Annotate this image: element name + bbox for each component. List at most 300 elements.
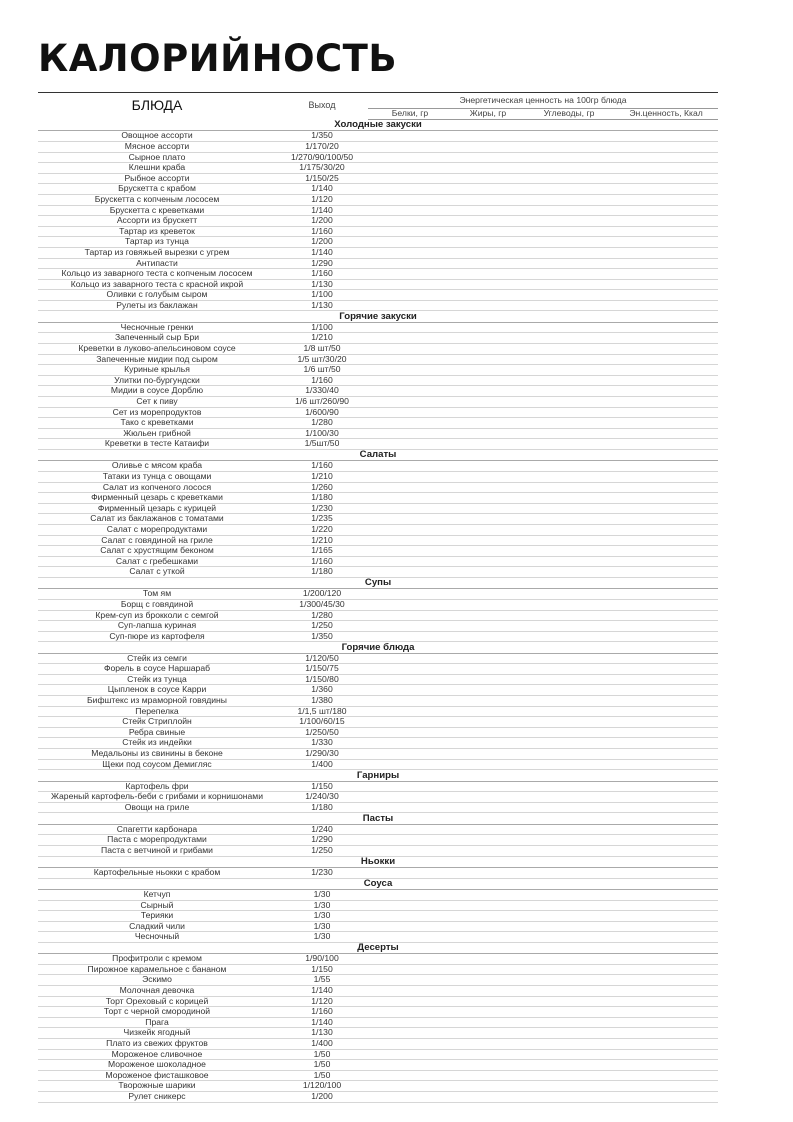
protein-value (368, 482, 452, 493)
kcal-value (614, 322, 718, 333)
fat-value (452, 322, 524, 333)
carbs-value (524, 781, 614, 792)
table-row (38, 674, 718, 685)
kcal-value (614, 269, 718, 280)
table-row (38, 184, 718, 195)
table-row (38, 428, 718, 439)
fat-value (452, 889, 524, 900)
carbs-value (524, 717, 614, 728)
dish-name: Сладкий чили (38, 921, 276, 932)
dish-output: 1/100 (276, 290, 368, 301)
dish-name: Медальоны из свинины в беконе (38, 749, 276, 760)
protein-value (368, 1060, 452, 1071)
dish-output: 1/30 (276, 900, 368, 911)
carbs-value (524, 535, 614, 546)
kcal-value (614, 1017, 718, 1028)
fat-value (452, 556, 524, 567)
fat-value (452, 1060, 524, 1071)
protein-value (368, 247, 452, 258)
table-row (38, 1017, 718, 1028)
kcal-value (614, 418, 718, 429)
carbs-value (524, 258, 614, 269)
protein-value (368, 1039, 452, 1050)
protein-value (368, 418, 452, 429)
kcal-value (614, 365, 718, 376)
kcal-value (614, 237, 718, 248)
carbs-value (524, 954, 614, 965)
kcal-value (614, 1092, 718, 1103)
dish-name: Тартар из креветок (38, 226, 276, 237)
dish-output: 1/120/100 (276, 1081, 368, 1092)
dish-name: Чизкейк ягодный (38, 1028, 276, 1039)
protein-value (368, 397, 452, 408)
table-row (38, 1028, 718, 1039)
dish-name: Чесночный (38, 932, 276, 943)
dish-name: Брускетта с крабом (38, 184, 276, 195)
dish-output: 1/360 (276, 685, 368, 696)
fat-value (452, 163, 524, 174)
fat-value (452, 653, 524, 664)
dish-output: 1/30 (276, 911, 368, 922)
fat-value (452, 205, 524, 216)
section-row (38, 577, 718, 588)
fat-value (452, 759, 524, 770)
kcal-value (614, 471, 718, 482)
kcal-value (614, 1028, 718, 1039)
carbs-value (524, 184, 614, 195)
protein-value (368, 141, 452, 152)
dish-output: 1/210 (276, 535, 368, 546)
fat-value (452, 706, 524, 717)
dish-output: 1/120 (276, 194, 368, 205)
fat-value (452, 173, 524, 184)
table-row (38, 290, 718, 301)
carbs-value (524, 194, 614, 205)
fat-value (452, 738, 524, 749)
protein-value (368, 674, 452, 685)
dish-name: Стейк из семги (38, 653, 276, 664)
protein-value (368, 439, 452, 450)
protein-value (368, 631, 452, 642)
fat-value (452, 824, 524, 835)
fat-value (452, 589, 524, 600)
dish-output: 1/400 (276, 1039, 368, 1050)
dish-name: Салат с гребешками (38, 556, 276, 567)
fat-value (452, 269, 524, 280)
fat-value (452, 664, 524, 675)
dish-name: Терияки (38, 911, 276, 922)
carbs-value (524, 269, 614, 280)
kcal-value (614, 1007, 718, 1018)
table-row (38, 397, 718, 408)
kcal-value (614, 354, 718, 365)
dish-name: Кольцо из заварного теста с красной икрой (38, 279, 276, 290)
carbs-value (524, 738, 614, 749)
protein-value (368, 921, 452, 932)
table-row (38, 706, 718, 717)
dish-output: 1/250 (276, 621, 368, 632)
dish-name: Запеченный сыр Бри (38, 333, 276, 344)
carbs-value (524, 749, 614, 760)
dish-output: 1/330 (276, 738, 368, 749)
fat-value (452, 333, 524, 344)
table-row (38, 1049, 718, 1060)
kcal-value (614, 173, 718, 184)
column-header-output: Выход (276, 93, 368, 120)
kcal-value (614, 279, 718, 290)
kcal-value (614, 205, 718, 216)
protein-value (368, 322, 452, 333)
carbs-value (524, 375, 614, 386)
protein-value (368, 964, 452, 975)
fat-value (452, 610, 524, 621)
fat-value (452, 900, 524, 911)
kcal-value (614, 184, 718, 195)
carbs-value (524, 428, 614, 439)
carbs-value (524, 621, 614, 632)
fat-value (452, 1039, 524, 1050)
kcal-value (614, 664, 718, 675)
dish-name: Торт Ореховый с корицей (38, 996, 276, 1007)
protein-value (368, 556, 452, 567)
fat-value (452, 749, 524, 760)
fat-value (452, 696, 524, 707)
fat-value (452, 471, 524, 482)
fat-value (452, 428, 524, 439)
carbs-value (524, 706, 614, 717)
table-row (38, 322, 718, 333)
table-row (38, 556, 718, 567)
dish-name: Пирожное карамельное с бананом (38, 964, 276, 975)
fat-value (452, 1049, 524, 1060)
dish-output: 1/30 (276, 889, 368, 900)
dish-name: Мидии в соусе Дорблю (38, 386, 276, 397)
kcal-value (614, 482, 718, 493)
table-row (38, 986, 718, 997)
fat-value (452, 845, 524, 856)
protein-value (368, 610, 452, 621)
fat-value (452, 503, 524, 514)
protein-value (368, 471, 452, 482)
dish-output: 1/140 (276, 184, 368, 195)
dish-output: 1/160 (276, 556, 368, 567)
carbs-value (524, 696, 614, 707)
table-row (38, 524, 718, 535)
protein-value (368, 567, 452, 578)
protein-value (368, 173, 452, 184)
kcal-value (614, 696, 718, 707)
kcal-value (614, 706, 718, 717)
protein-value (368, 759, 452, 770)
carbs-value (524, 407, 614, 418)
fat-value (452, 964, 524, 975)
carbs-value (524, 439, 614, 450)
protein-value (368, 216, 452, 227)
dish-name: Салат с хрустящим беконом (38, 546, 276, 557)
dish-name: Рулеты из баклажан (38, 300, 276, 311)
protein-value (368, 279, 452, 290)
fat-value (452, 1007, 524, 1018)
table-row (38, 141, 718, 152)
dish-name: Бифштекс из мраморной говядины (38, 696, 276, 707)
fat-value (452, 226, 524, 237)
dish-output: 1/235 (276, 514, 368, 525)
protein-value (368, 524, 452, 535)
protein-value (368, 911, 452, 922)
section-title: Ньокки (38, 856, 718, 867)
kcal-value (614, 954, 718, 965)
dish-output: 1/230 (276, 503, 368, 514)
dish-name: Брускетта с копченым лососем (38, 194, 276, 205)
fat-value (452, 290, 524, 301)
kcal-value (614, 194, 718, 205)
section-title: Салаты (38, 450, 718, 461)
protein-value (368, 954, 452, 965)
kcal-value (614, 493, 718, 504)
table-row (38, 664, 718, 675)
carbs-value (524, 727, 614, 738)
dish-name: Картофель фри (38, 781, 276, 792)
dish-name: Сырное плато (38, 152, 276, 163)
fat-value (452, 461, 524, 472)
fat-value (452, 258, 524, 269)
dish-output: 1/200 (276, 216, 368, 227)
carbs-value (524, 152, 614, 163)
kcal-value (614, 226, 718, 237)
fat-value (452, 131, 524, 142)
kcal-value (614, 717, 718, 728)
dish-output: 1/210 (276, 333, 368, 344)
kcal-value (614, 131, 718, 142)
dish-output: 1/140 (276, 986, 368, 997)
table-row (38, 610, 718, 621)
section-title: Горячие закуски (38, 311, 718, 322)
protein-value (368, 535, 452, 546)
dish-output: 1/6 шт/50 (276, 365, 368, 376)
protein-value (368, 975, 452, 986)
dish-output: 1/250/50 (276, 727, 368, 738)
carbs-value (524, 867, 614, 878)
carbs-value (524, 631, 614, 642)
dish-name: Эскимо (38, 975, 276, 986)
fat-value (452, 418, 524, 429)
section-row (38, 311, 718, 322)
kcal-value (614, 738, 718, 749)
fat-value (452, 835, 524, 846)
dish-output: 1/160 (276, 461, 368, 472)
fat-value (452, 685, 524, 696)
protein-value (368, 1081, 452, 1092)
protein-value (368, 621, 452, 632)
fat-value (452, 514, 524, 525)
carbs-value (524, 546, 614, 557)
fat-value (452, 802, 524, 813)
carbs-value (524, 524, 614, 535)
kcal-value (614, 247, 718, 258)
dish-output: 1/180 (276, 567, 368, 578)
table-row (38, 375, 718, 386)
section-title: Горячие блюда (38, 642, 718, 653)
dish-output: 1/130 (276, 279, 368, 290)
kcal-value (614, 1060, 718, 1071)
dish-output: 1/200 (276, 1092, 368, 1103)
fat-value (452, 996, 524, 1007)
protein-value (368, 1028, 452, 1039)
dish-name: Творожные шарики (38, 1081, 276, 1092)
dish-name: Суп-пюре из картофеля (38, 631, 276, 642)
table-row (38, 1092, 718, 1103)
column-header-energy: Энергетическая ценность на 100гр блюда (368, 93, 718, 109)
carbs-value (524, 247, 614, 258)
table-row (38, 749, 718, 760)
kcal-value (614, 674, 718, 685)
table-row (38, 216, 718, 227)
dish-name: Рыбное ассорти (38, 173, 276, 184)
dish-output: 1/180 (276, 493, 368, 504)
kcal-value (614, 996, 718, 1007)
table-row (38, 1007, 718, 1018)
kcal-value (614, 397, 718, 408)
kcal-value (614, 258, 718, 269)
protein-value (368, 996, 452, 1007)
section-title: Гарниры (38, 770, 718, 781)
dish-output: 1/160 (276, 375, 368, 386)
table-row (38, 738, 718, 749)
carbs-value (524, 226, 614, 237)
dish-name: Салат из копченого лосося (38, 482, 276, 493)
kcal-value (614, 163, 718, 174)
dish-output: 1/160 (276, 269, 368, 280)
carbs-value (524, 141, 614, 152)
dish-output: 1/100 (276, 322, 368, 333)
section-title: Холодные закуски (38, 120, 718, 131)
protein-value (368, 653, 452, 664)
table-row (38, 567, 718, 578)
carbs-value (524, 290, 614, 301)
table-row (38, 792, 718, 803)
kcal-value (614, 727, 718, 738)
protein-value (368, 986, 452, 997)
column-header-kcal: Эн.ценность, Ккал (614, 109, 718, 120)
carbs-value (524, 1081, 614, 1092)
fat-value (452, 621, 524, 632)
dish-output: 1/90/100 (276, 954, 368, 965)
fat-value (452, 674, 524, 685)
carbs-value (524, 163, 614, 174)
protein-value (368, 867, 452, 878)
dish-output: 1/260 (276, 482, 368, 493)
carbs-value (524, 386, 614, 397)
fat-value (452, 975, 524, 986)
dish-output: 1/150 (276, 781, 368, 792)
dish-output: 1/150/80 (276, 674, 368, 685)
table-row (38, 386, 718, 397)
dish-output: 1/220 (276, 524, 368, 535)
protein-value (368, 889, 452, 900)
column-header-fat: Жиры, гр (452, 109, 524, 120)
dish-output: 1/140 (276, 1017, 368, 1028)
table-row (38, 247, 718, 258)
table-row (38, 996, 718, 1007)
protein-value (368, 792, 452, 803)
dish-name: Овощи на гриле (38, 802, 276, 813)
fat-value (452, 1017, 524, 1028)
carbs-value (524, 567, 614, 578)
calorie-table (38, 92, 718, 1103)
dish-output: 1/130 (276, 300, 368, 311)
dish-output: 1/160 (276, 226, 368, 237)
protein-value (368, 163, 452, 174)
dish-name: Том ям (38, 589, 276, 600)
kcal-value (614, 290, 718, 301)
dish-output: 1/30 (276, 932, 368, 943)
kcal-value (614, 216, 718, 227)
fat-value (452, 300, 524, 311)
protein-value (368, 269, 452, 280)
table-row (38, 717, 718, 728)
protein-value (368, 375, 452, 386)
dish-name: Стейк из тунца (38, 674, 276, 685)
carbs-value (524, 921, 614, 932)
dish-output: 1/350 (276, 131, 368, 142)
carbs-value (524, 610, 614, 621)
dish-name: Татаки из тунца с овощами (38, 471, 276, 482)
table-row (38, 258, 718, 269)
dish-output: 1/150/25 (276, 173, 368, 184)
dish-name: Мороженое шоколадное (38, 1060, 276, 1071)
carbs-value (524, 889, 614, 900)
kcal-value (614, 344, 718, 355)
carbs-value (524, 503, 614, 514)
kcal-value (614, 503, 718, 514)
table-row (38, 354, 718, 365)
dish-output: 1/210 (276, 471, 368, 482)
kcal-value (614, 631, 718, 642)
table-row (38, 482, 718, 493)
fat-value (452, 524, 524, 535)
protein-value (368, 184, 452, 195)
table-row (38, 1081, 718, 1092)
carbs-value (524, 1092, 614, 1103)
dish-name: Тако с креветками (38, 418, 276, 429)
carbs-value (524, 975, 614, 986)
kcal-value (614, 141, 718, 152)
fat-value (452, 247, 524, 258)
protein-value (368, 546, 452, 557)
dish-name: Салат с морепродуктами (38, 524, 276, 535)
dish-name: Перепелка (38, 706, 276, 717)
kcal-value (614, 589, 718, 600)
table-row (38, 932, 718, 943)
protein-value (368, 226, 452, 237)
fat-value (452, 954, 524, 965)
protein-value (368, 333, 452, 344)
kcal-value (614, 964, 718, 975)
protein-value (368, 685, 452, 696)
carbs-value (524, 1070, 614, 1081)
fat-value (452, 599, 524, 610)
fat-value (452, 1070, 524, 1081)
fat-value (452, 727, 524, 738)
dish-output: 1/120 (276, 996, 368, 1007)
protein-value (368, 835, 452, 846)
section-title: Десерты (38, 942, 718, 953)
kcal-value (614, 921, 718, 932)
dish-name: Крем-суп из брокколи с семгой (38, 610, 276, 621)
kcal-value (614, 333, 718, 344)
kcal-value (614, 889, 718, 900)
column-header-carbs: Углеводы, гр (524, 109, 614, 120)
